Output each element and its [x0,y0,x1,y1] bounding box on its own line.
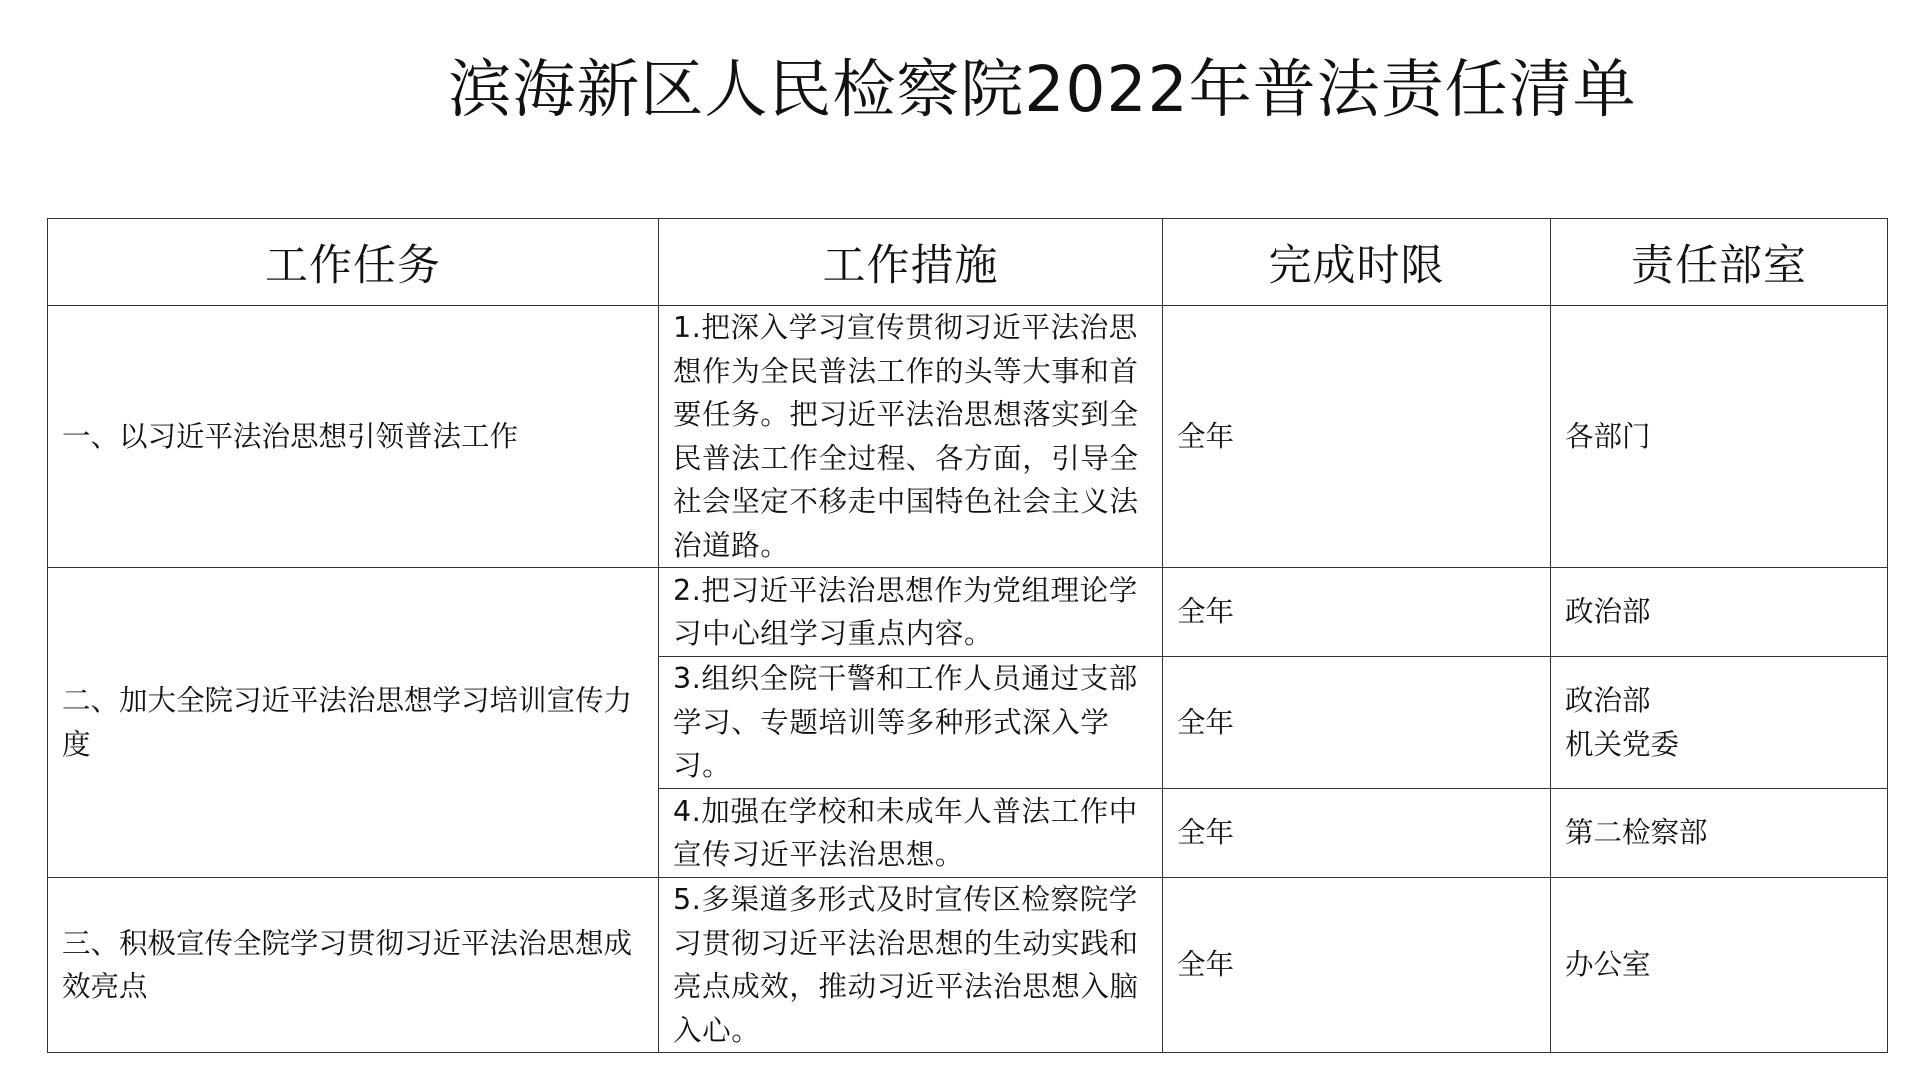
header-task: 工作任务 [48,219,659,306]
deadline-cell: 全年 [1163,568,1551,657]
department-name: 办公室 [1565,948,1651,982]
table-header-row [48,219,1888,306]
table-row [48,878,1888,1053]
department-name: 机关党委 [1565,727,1680,761]
task-cell: 二、加大全院习近平法治思想学习培训宣传力度 [48,568,659,878]
measure-cell: 2.把习近平法治思想作为党组理论学习中心组学习重点内容。 [659,568,1163,657]
measure-cell: 1.把深入学习宣传贯彻习近平法治思想作为全民普法工作的头等大事和首要任务。把习近平法治思想落实到全民普法工作全过程、各方面，引导全社会坚定不移走中国特色社会主义法治道路。 [659,306,1163,568]
department-name: 各部门 [1565,419,1651,453]
document-title: 滨海新区人民检察院2022年普法责任清单 [448,53,1637,126]
measure-cell: 5.多渠道多形式及时宣传区检察院学习贯彻习近平法治思想的生动实践和亮点成效，推动习近平法治思想入脑入心。 [659,878,1163,1053]
table-row [48,306,1888,568]
department-cell [1551,878,1888,1053]
deadline-cell: 全年 [1163,789,1551,878]
deadline-cell: 全年 [1163,657,1551,789]
department-cell [1551,657,1888,789]
header-deadline: 完成时限 [1163,219,1551,306]
department-name: 政治部 [1565,684,1651,717]
deadline-cell: 全年 [1163,306,1551,568]
header-department: 责任部室 [1551,219,1888,306]
department-name: 政治部 [1565,595,1651,629]
responsibility-table [47,218,1888,1053]
task-cell: 三、积极宣传全院学习贯彻习近平法治思想成效亮点 [48,878,659,1053]
department-cell [1551,568,1888,657]
header-measure: 工作措施 [659,219,1163,306]
deadline-cell: 全年 [1163,878,1551,1053]
department-cell [1551,306,1888,568]
department-cell [1551,789,1888,878]
task-cell: 一、以习近平法治思想引领普法工作 [48,306,659,568]
table-row [48,568,1888,657]
department-name: 第二检察部 [1565,816,1708,850]
measure-cell: 4.加强在学校和未成年人普法工作中宣传习近平法治思想。 [659,789,1163,878]
measure-cell: 3.组织全院干警和工作人员通过支部学习、专题培训等多种形式深入学习。 [659,657,1163,789]
